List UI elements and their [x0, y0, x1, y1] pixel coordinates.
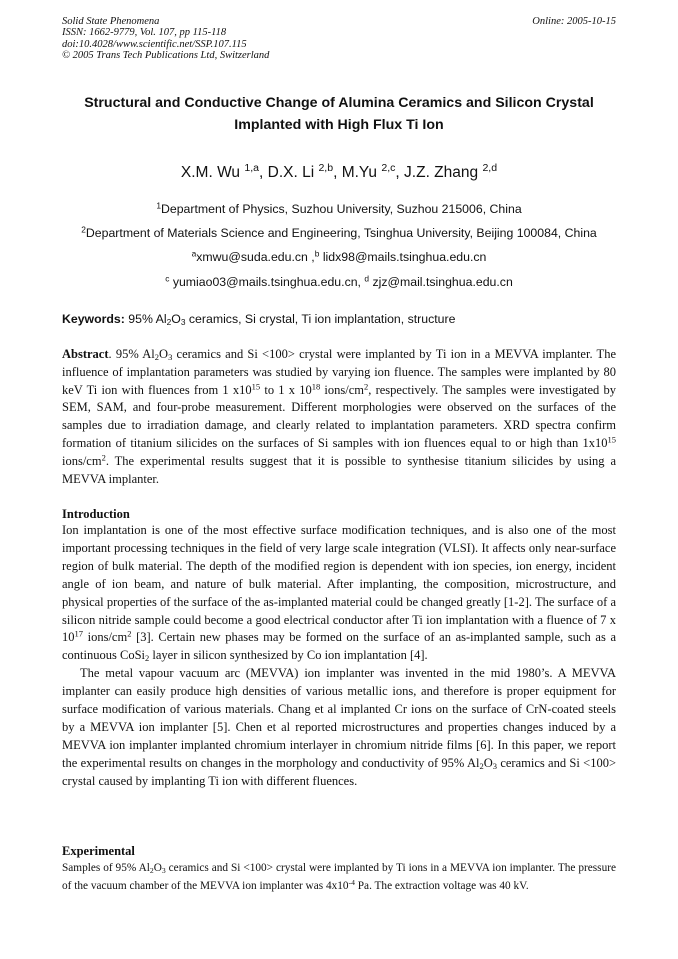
author-list: X.M. Wu $^{1,a}$, D.X. Li $^{2,b}$, M.Yu $^{2,c}$, J.Z. Zhang $^{2,d}$ [180, 162, 498, 181]
author-name: M.Yu [341, 164, 378, 181]
body-text: Samples of 95% Al [62, 862, 150, 874]
author-name: J.Z. Zhang [404, 164, 479, 181]
subscript: 3 [180, 317, 186, 328]
journal-name: Solid State Phenomena [62, 16, 160, 27]
body-text: Pa. The extraction voltage was 40 kV. [354, 879, 529, 892]
body-text: [3]. Certain new phases may be formed on the surface of an as-implanted sample, such as a continuous CoSi [62, 630, 616, 663]
superscript: 15 [607, 434, 616, 445]
abstract-text: . 95% Al [108, 347, 155, 361]
journal-header [62, 16, 269, 61]
body-text: Ion implantation is one of the most effective surface modification techniques, and is also one of the most important processing techniques in the field of very large scale integration (VLSI). It affects only near-surface region of bulk material. The depth of the modified region is dependent with ion species, ion energy, incident angle of ion beam, and nature of bulk material. After implanting, the composition, microstructure, and physical properties of the surface of the as-implanted material could be changed greatly [1-2]. The surface of a silicon nitride sample could become a good electrical conductor after Ti ion implantation with a fluence of 7 x 10 [62, 523, 616, 645]
introduction-body [62, 522, 616, 791]
paper-title: Structural and Conductive Change of Alumina Ceramics and Silicon Crystal Implanted with High Flux Ti Ion [84, 95, 594, 133]
abstract-text: , respectively. The samples were investigated by SEM, SAM, and four-probe measurement. Different morphologies were observed on the surfaces of the samples due to irradiation damage, and clearly related to implantation parameters. XRD spectra confirm formation of titanium silicides on the surfaces of Si samples with ion fluences equal to or high than 1x10 [62, 382, 616, 450]
abstract-text: . The experimental results suggest that it is possible to synthesise titanium silicides by using a MEVVA implanter. [62, 453, 616, 486]
body-text: ceramics and Si <100> crystal were implanted by Ti ions in a MEVVA ion implanter. The pressure of the vacuum chamber of the MEVVA ion implanter was 4x10 [62, 862, 616, 892]
body-text: layer in silicon synthesized by Co ion implantation [4]. [149, 648, 428, 663]
keywords-label: Keywords: [62, 312, 125, 326]
subscript: 3 [492, 760, 497, 771]
email-line-1: $^a$xmwu@suda.edu.cn ,$^b$ lidx98@mails.tsinghua.edu.cn [191, 248, 487, 264]
subscript: 3 [168, 352, 173, 363]
superscript: 17 [74, 628, 83, 639]
abstract-text: ions/cm [320, 382, 364, 397]
author-superscript: 2,b [318, 162, 334, 175]
keywords-text: 95% Al [128, 312, 167, 326]
email-marker: b [314, 248, 320, 259]
body-text: ions/cm [83, 630, 128, 645]
body-text: O [153, 862, 162, 874]
subscript: 2 [149, 865, 154, 875]
email-line-2 [40, 274, 638, 290]
subscript: 2 [145, 653, 150, 664]
journal-copyright: © 2005 Trans Tech Publications Ltd, Switzerland [62, 49, 270, 61]
author-superscript: 2,c [381, 162, 396, 175]
journal-issn: ISSN: 1662-9779, Vol. 107, pp 115-118 [62, 27, 227, 39]
superscript: 2 [101, 452, 106, 463]
subscript: 2 [479, 760, 484, 771]
superscript: 2 [364, 380, 369, 391]
introduction-heading: Introduction [62, 507, 130, 521]
keywords-text: ceramics, Si crystal, Ti ion implantation, structure [185, 312, 456, 326]
email-address: zjz@mail.tsinghua.edu.cn [372, 275, 513, 289]
body-text: O [483, 755, 493, 770]
experimental-heading: Experimental [62, 844, 135, 858]
keywords [62, 311, 616, 327]
affiliation-marker: 2 [81, 224, 86, 235]
subscript: 3 [161, 865, 166, 875]
author-superscript: 2,d [482, 162, 498, 175]
affiliation-2 [40, 225, 638, 241]
superscript: 18 [311, 380, 321, 391]
email-marker: a [191, 248, 197, 259]
abstract-text: O [159, 347, 169, 361]
author-name: X.M. Wu [180, 164, 241, 181]
abstract [62, 346, 616, 488]
affiliation-1 [40, 201, 638, 217]
introduction-paragraph-2 [62, 665, 616, 790]
superscript: 2 [127, 628, 132, 639]
author-name: D.X. Li [267, 164, 315, 181]
subscript: 2 [166, 317, 172, 328]
affiliation-text: Department of Materials Science and Engineering, Tsinghua University, Beijing 100084, China [85, 226, 597, 240]
email-marker: c [165, 273, 170, 284]
email-address: xmwu@suda.edu.cn [196, 250, 308, 264]
keywords-text: O [171, 312, 181, 326]
introduction-paragraph-1 [62, 522, 616, 665]
online-date: Online: 2005-10-15 [532, 16, 616, 27]
email-marker: d [364, 273, 370, 284]
abstract-text: ions/cm [62, 453, 102, 468]
email-address: lidx98@mails.tsinghua.edu.cn [322, 250, 487, 264]
abstract-text: ceramics and Si <100> crystal were implanted by Ti ion in a MEVVA implanter. The influence of implantation parameters was studied by varying ion fluence. The samples were implanted by 80 keV Ti ion with fluences from 1 x10 [62, 347, 616, 397]
journal-doi: doi:10.4028/www.scientific.net/SSP.107.115 [62, 38, 247, 50]
email-address: yumiao03@mails.tsinghua.edu.cn, [172, 275, 361, 289]
subscript: 2 [154, 352, 160, 363]
body-text: ceramics and Si <100> crystal caused by implanting Ti ion with different fluences. [62, 755, 616, 788]
author-superscript: 1,a [244, 162, 259, 175]
experimental-body [62, 860, 616, 895]
affiliation-marker: 1 [156, 200, 161, 211]
superscript: -4 [348, 877, 355, 887]
affiliation-text: Department of Physics, Suzhou University, Suzhou 215006, China [160, 202, 522, 216]
abstract-text: to 1 x 10 [260, 382, 312, 397]
abstract-label: Abstract [62, 347, 109, 361]
body-text: The metal vapour vacuum arc (MEVVA) ion implanter was invented in the mid 1980’s. A MEVVA implanter can easily produce high densities of various metallic ions, and therefore is proper equipment for surface modification of various materials. Chang et al implanted Cr ions on the surface of CrN-coated steels by a MEVVA ion implanter [5]. Chen et al reported microstructures and properties changes induced by a MEVVA ion implanter implanted chromium interlayer in chromium nitride films [6]. In this paper, we report the experimental results on changes in the morphology and conductivity of 95% Al [62, 666, 616, 770]
superscript: 15 [251, 380, 261, 391]
